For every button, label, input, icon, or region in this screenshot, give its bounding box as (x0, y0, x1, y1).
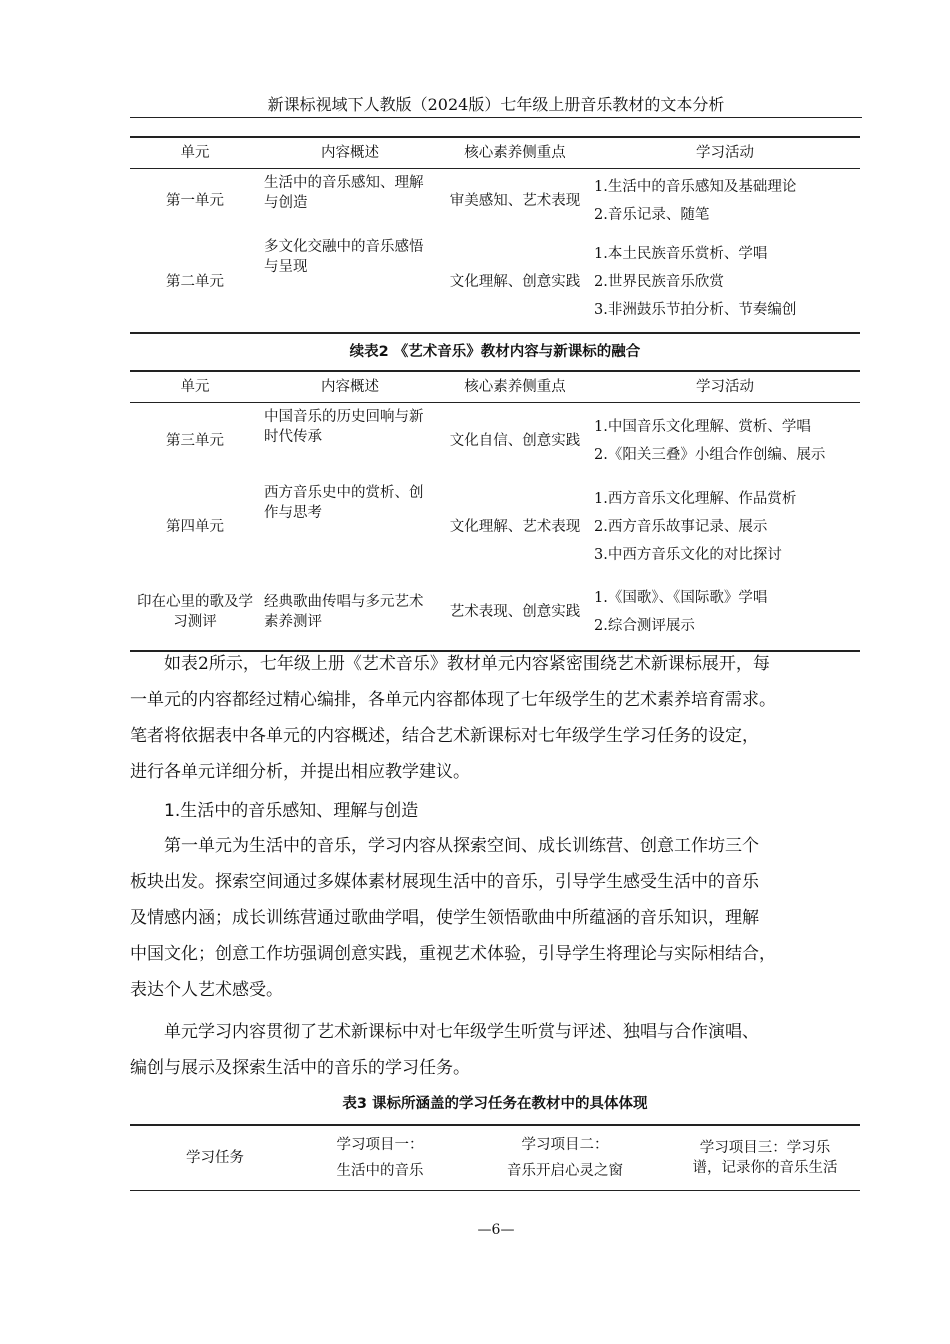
summary-cell: 经典歌曲传唱与多元艺术素养测评 (264, 594, 424, 630)
row-label-cell: 学习任务 (186, 1150, 244, 1166)
activity-item: 2.音乐记录、随笔 (594, 206, 710, 223)
learning-task-table (130, 1124, 860, 1191)
table3-caption: 表3 课标所涵盖的学习任务在教材中的具体体现 (342, 1096, 648, 1112)
core-cell: 文化理解、艺术表现 (449, 518, 581, 535)
table-continued-caption: 续表2 《艺术音乐》教材内容与新课标的融合 (349, 344, 641, 360)
activities-cell (590, 233, 860, 333)
table-row (130, 403, 860, 479)
learning-item-title: 学习项目二： (521, 1137, 609, 1153)
summary-cell: 生活中的音乐感知、理解与创造 (264, 175, 424, 211)
paragraph-line: 单元学习内容贯彻了艺术新课标中对七年级学生听赏与评述、独唱与合作演唱、 (164, 1022, 759, 1042)
column-header-core: 核心素养侧重点 (440, 371, 590, 403)
column-header-activities: 学习活动 (590, 371, 860, 403)
paragraph-line: 编创与展示及探索生活中的音乐的学习任务。 (130, 1058, 470, 1078)
table-header-row (130, 137, 860, 169)
paragraph-line: 中国文化；创意工作坊强调创意实践，重视艺术体验，引导学生将理论与实际相结合， (130, 944, 776, 964)
table-row (130, 169, 860, 233)
unit-cell: 第二单元 (166, 274, 224, 290)
table-row (130, 575, 860, 651)
activity-item: 1.本土民族音乐赏析、学唱 (594, 246, 768, 262)
activity-item: 2.西方音乐故事记录、展示 (594, 518, 768, 535)
paragraph-line: 如表2所示，七年级上册《艺术音乐》教材单元内容紧密围绕艺术新课标展开，每 (164, 654, 770, 674)
activity-item: 3.中西方音乐文化的对比探讨 (594, 546, 782, 563)
column-header-core: 核心素养侧重点 (440, 137, 590, 169)
column-header-activities: 学习活动 (590, 137, 860, 169)
learning-item-title: 学习项目一： (336, 1137, 424, 1153)
column-header-summary: 内容概述 (260, 137, 440, 169)
section-heading: 1.生活中的音乐感知、理解与创造 (164, 801, 419, 821)
summary-cell: 中国音乐的历史回响与新时代传承 (264, 409, 424, 445)
paragraph-line: 进行各单元详细分析，并提出相应教学建议。 (130, 762, 470, 782)
table-row (130, 1125, 860, 1191)
learning-item-cell (460, 1125, 670, 1191)
body-paragraph (130, 1014, 862, 1086)
paragraph-line: 第一单元为生活中的音乐，学习内容从探索空间、成长训练营、创意工作坊三个 (164, 836, 759, 856)
activity-item: 1.生活中的音乐感知及基础理论 (594, 178, 797, 195)
paragraph-line: 笔者将依据表中各单元的内容概述，结合艺术新课标对七年级学生学习任务的设定， (130, 726, 759, 746)
header-divider (130, 117, 862, 118)
activity-item: 1.《国歌》、《国际歌》学唱 (594, 590, 768, 606)
core-cell: 文化自信、创意实践 (449, 432, 581, 449)
learning-item-name: 生活中的音乐 (336, 1163, 424, 1179)
table-row (130, 479, 860, 575)
learning-item-cell (300, 1125, 460, 1191)
column-header-summary: 内容概述 (260, 371, 440, 403)
content-table-part1 (130, 136, 860, 334)
core-cell: 文化理解、创意实践 (449, 274, 581, 290)
content-table-part2 (130, 370, 860, 652)
page-number: —6— (477, 1222, 515, 1238)
activity-item: 1.西方音乐文化理解、作品赏析 (594, 490, 797, 507)
unit-cell: 印在心里的歌及学习测评 (137, 594, 253, 630)
unit-cell: 第三单元 (166, 432, 224, 449)
activity-item: 2.《阳关三叠》小组合作创编、展示 (594, 446, 826, 463)
body-paragraph (130, 828, 862, 1008)
table-row (130, 233, 860, 333)
activity-item: 2.世界民族音乐欣赏 (594, 274, 724, 290)
paragraph-line: 及情感内涵；成长训练营通过歌曲学唱，使学生领悟歌曲中所蕴涵的音乐知识，理解 (130, 908, 759, 928)
activities-cell (590, 479, 860, 575)
running-header: 新课标视域下人教版（2024版）七年级上册音乐教材的文本分析 (267, 95, 725, 114)
body-paragraph (130, 646, 862, 790)
activities-cell (590, 403, 860, 479)
column-header-unit: 单元 (130, 371, 260, 403)
activities-cell (590, 575, 860, 651)
column-header-unit: 单元 (130, 137, 260, 169)
activity-item: 2.综合测评展示 (594, 618, 695, 634)
unit-cell: 第一单元 (166, 192, 224, 209)
summary-cell: 西方音乐史中的赏析、创作与思考 (264, 484, 424, 521)
activity-item: 3.非洲鼓乐节拍分析、节奏编创 (594, 302, 797, 318)
activities-cell (590, 169, 860, 233)
table-header-row (130, 371, 860, 403)
core-cell: 审美感知、艺术表现 (449, 192, 581, 209)
learning-item-name: 音乐开启心灵之窗 (507, 1163, 623, 1179)
learning-item-cell (670, 1125, 860, 1191)
activity-item: 1.中国音乐文化理解、赏析、学唱 (594, 418, 811, 435)
paragraph-line: 一单元的内容都经过精心编排，各单元内容都体现了七年级学生的艺术素养培育需求。 (130, 690, 776, 710)
unit-cell: 第四单元 (166, 518, 224, 535)
paragraph-line: 表达个人艺术感受。 (130, 980, 283, 1000)
summary-cell: 多文化交融中的音乐感悟与呈现 (264, 238, 424, 275)
paragraph-line: 板块出发。探索空间通过多媒体素材展现生活中的音乐，引导学生感受生活中的音乐 (130, 872, 759, 892)
learning-item-title: 学习项目三：学习乐 (699, 1140, 831, 1156)
core-cell: 艺术表现、创意实践 (449, 604, 581, 620)
learning-item-name: 谱，记录你的音乐生活 (692, 1160, 838, 1176)
